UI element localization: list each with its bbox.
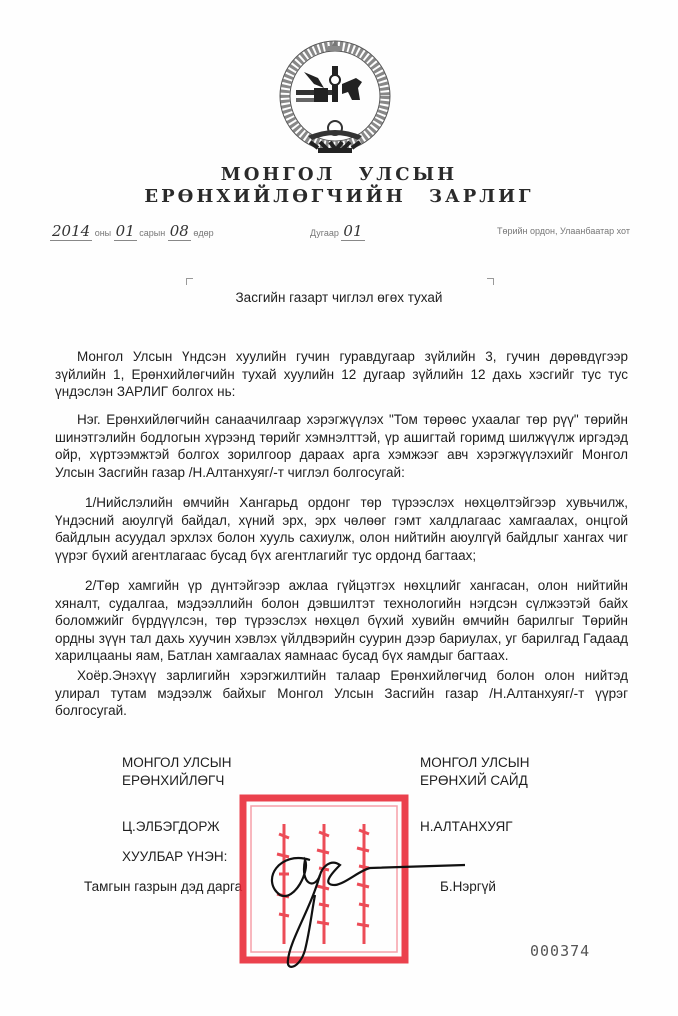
date-year-label: оны <box>94 228 112 238</box>
paragraph-text: Хоёр.Энэхүү зарлигийн хэрэгжилтийн талаар Ерөнхийлөгчид болон олон нийтэд улирал тутам мэдээлж байхыг Монгол Улсын Засгийн газар /Н.Алтанхуяг/-т үүрэг болгосугай. <box>55 668 628 718</box>
state-emblem-icon <box>274 38 396 160</box>
certifier-role: Тамгын газрын дэд дарга <box>84 879 243 894</box>
paragraph-one <box>55 411 628 481</box>
paragraph-two <box>55 667 628 720</box>
paragraph-text: 2/Төр хамгийн үр дүнтэйгээр ажлаа гүйцэтгэх нөхцлийг хангасан, олон нийтийн хяналт, судалгаа, мэдээллийн болон дэвшилтэт технологийн нэгдсэн сүлжээтэй байх боломжийг бүрдүүлсэн, төр түрээслэх нөхцөл бүхий хувийн өмчийн барилгыг Төрийн ордны зүүн тал дахь хуучин хэвлэх үйлдвэрийн суурин дээр бариулах, уг барилгад Гадаад харилцааны яам, Батлан хамгаалах яамнаас бусад бүх яамдыг багтаах. <box>55 578 628 663</box>
corner-mark-left <box>186 278 193 285</box>
prime-minister-title <box>420 754 529 789</box>
decree-header-line2: ЕРӨНХИЙЛӨГЧИЙН ЗАРЛИГ <box>144 186 534 207</box>
date-day-label: өдөр <box>193 228 214 238</box>
date-month-label: сарын <box>139 228 166 238</box>
handwritten-signature-icon <box>250 840 470 970</box>
paragraph-item-1 <box>55 494 628 564</box>
paragraph-text: Нэг. Ерөнхийлөгчийн санаачилгаар хэрэгжүүлэх "Том төрөөс ухаалаг төр рүү" төрийн шинэтгэлийн бодлогын хүрээнд төрийг хэмнэлттэй, үр ашигтай горимд шилжүүлж иргэдэд ойр, хүртээмжтэй болгох зорилгоор дараах арга хэмжээг авч хэрэгжүүлэхийг Монгол Улсын Засгийн газар /Н.Алтанхуяг/-т чиглэл болгосугай: <box>55 412 628 480</box>
prime-minister-title-line2: ЕРӨНХИЙ САЙД <box>420 772 528 788</box>
paragraph-text: 1/Нийслэлийн өмчийн Хангарьд ордонг төр түрээслэх нөхцөлтэйгээр хувьчилж, Үндэсний аюулгүй байдал, хүний эрх, эрх чөлөөг гэмт халдлагаас хамгаалах, онцгой байдлын асуудал эрхлэх болон хууль сахиулж, олон нийтийн аюулгүй байдлыг хангах чиг үүрэг бүхий агентлагаас бусад бүх агентлагийг тус ордонд багтаах; <box>55 495 628 563</box>
president-name: Ц.ЭЛБЭГДОРЖ <box>122 819 220 834</box>
paragraph-preamble <box>55 348 628 401</box>
decree-number <box>310 222 365 240</box>
certifier-name: Б.Нэргүй <box>440 879 496 894</box>
president-title <box>122 754 231 789</box>
date-year: 2014 <box>52 222 91 240</box>
prime-minister-title-line1: МОНГОЛ УЛСЫН <box>420 755 530 770</box>
certified-copy-label: ХУУЛБАР ҮНЭН: <box>122 849 228 864</box>
decree-number-label: Дугаар <box>310 228 339 238</box>
date-day: 08 <box>169 222 189 240</box>
president-title-line2: ЕРӨНХИЙЛӨГЧ <box>122 772 225 788</box>
corner-mark-right <box>487 278 494 285</box>
serial-number: 000374 <box>530 942 591 960</box>
decree-place: Төрийн ордон, Улаанбаатар хот <box>496 226 630 236</box>
prime-minister-name: Н.АЛТАНХУЯГ <box>420 819 513 834</box>
date-month: 01 <box>115 222 135 240</box>
decree-subject: Засгийн газарт чиглэл өгөх тухай <box>235 290 443 305</box>
paragraph-item-2 <box>55 577 628 665</box>
decree-number-value: 01 <box>343 222 363 240</box>
decree-date <box>50 222 214 240</box>
president-title-line1: МОНГОЛ УЛСЫН <box>122 755 232 770</box>
decree-meta <box>50 222 630 242</box>
decree-header-line1: МОНГОЛ УЛСЫН <box>220 164 458 185</box>
paragraph-text: Монгол Улсын Үндсэн хуулийн гучин гуравдугаар зүйлийн 3, гучин дөрөвдүгээр зүйлийн 1, Ерөнхийлөгчийн тухай хуулийн 12 дугаар зүйлийн 12 дахь хэсгийг тус тус үндэслэн ЗАРЛИГ болгох нь: <box>55 349 628 399</box>
